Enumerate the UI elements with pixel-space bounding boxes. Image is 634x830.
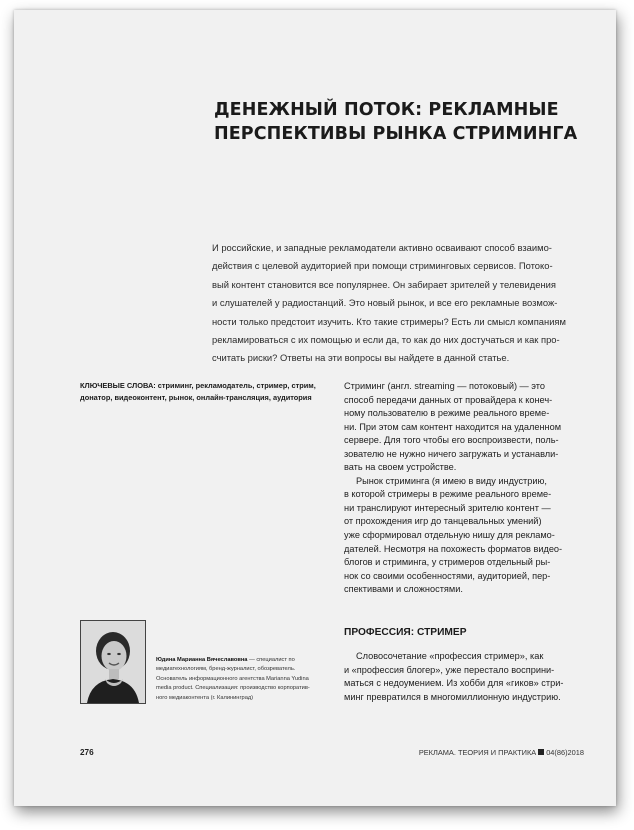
author-role: — специалист по xyxy=(247,657,295,663)
section-column xyxy=(344,650,600,704)
body-line: блогов и стриминга, у стримеров отдельный ры- xyxy=(344,557,551,568)
body-line: ному пользователю в режиме реального време- xyxy=(344,408,550,419)
body-line: ни. При этом сам контент находится на удаленном xyxy=(344,421,562,432)
journal-footer xyxy=(419,748,584,757)
author-bio-line: медиатехнологиям, бренд-журналист, обозреватель. xyxy=(156,666,296,673)
journal-name: РЕКЛАМА. ТЕОРИЯ И ПРАКТИКА xyxy=(418,748,537,757)
author-bio-line: ного медиаконтента (г. Калининград) xyxy=(156,694,254,701)
lead-line: действия с целевой аудиторией при помощи стриминговых сервисов. Потоко- xyxy=(212,260,553,272)
body-line: Рынок стриминга (я имею в виду индустрию, xyxy=(356,475,547,486)
section-line: минг превратился в многомиллионную индустрию. xyxy=(344,691,561,702)
body-line: спективами и сложностями. xyxy=(344,584,463,595)
article-lead xyxy=(212,239,586,368)
author-portrait-icon xyxy=(81,621,145,703)
lead-line: и слушателей у радиостанций. Это новый рынок, и все его рекламные возмож- xyxy=(212,297,558,309)
lead-line: ности только предстоит изучить. Кто такие стримеры? Есть ли смысл компаниям xyxy=(212,315,566,327)
journal-page xyxy=(14,10,616,806)
body-line: в которой стримеры в режиме реального време- xyxy=(344,489,552,500)
lead-line: И российские, и западные рекламодатели активно осваивают способ взаимо- xyxy=(212,242,552,253)
body-line: нок со своими особенностями, аудиторией, пер- xyxy=(344,570,551,581)
body-line: вать на своем устройстве. xyxy=(344,462,457,473)
author-bio-line xyxy=(156,656,336,665)
article-title xyxy=(214,98,594,146)
keywords xyxy=(80,380,334,403)
author-bio xyxy=(156,656,336,703)
author-bio-line: Основатель информационного агентства Marianna Yudina xyxy=(156,675,309,682)
article-title-line: ПЕРСПЕКТИВЫ РЫНКА СТРИМИНГА xyxy=(214,124,578,144)
square-icon xyxy=(538,749,544,755)
body-line: от прохождения игр до танцевальных умений) xyxy=(344,516,542,527)
author-name: Юдина Марианна Вячеславовна xyxy=(156,657,248,663)
section-line: маться с недоумением. Из хобби для «гиков» стри- xyxy=(344,678,564,689)
lead-line: считать риски? Ответы на эти вопросы вы найдете в данной статье. xyxy=(212,352,510,364)
section-heading: ПРОФЕССИЯ: СТРИМЕР xyxy=(344,627,467,638)
author-bio-line: media product. Специализация: производство корпоратив- xyxy=(156,685,310,692)
section-line: Словосочетание «профессия стример», как xyxy=(356,651,544,661)
article-title-line: ДЕНЕЖНЫЙ ПОТОК: РЕКЛАМНЫЕ xyxy=(214,100,559,120)
body-line: сервере. Для того чтобы его воспроизвести, поль- xyxy=(344,435,559,446)
body-line: дателей. Несмотря на похожесть форматов видео- xyxy=(344,543,563,554)
keywords-line: КЛЮЧЕВЫЕ СЛОВА: стриминг, рекламодатель, стример, стрим, xyxy=(80,381,316,390)
keywords-line: донатор, видеоконтент, рынок, онлайн-трансляция, аудитория xyxy=(80,392,312,402)
body-line: Стриминг (англ. streaming — потоковый) — это xyxy=(344,381,545,391)
section-line: и «профессия блогер», уже перестало восприни- xyxy=(344,664,555,675)
lead-line: рекламироваться с их помощью и если да, то как до них достучаться и как про- xyxy=(212,334,560,346)
author-photo xyxy=(80,620,146,704)
body-line: уже сформировал отдельную нишу для рекламо- xyxy=(344,530,555,541)
body-line: способ передачи данных от провайдера к конеч- xyxy=(344,394,553,405)
body-line: ни транслируют интересный зрителю контент — xyxy=(344,502,551,513)
body-column xyxy=(344,380,600,597)
page-number: 276 xyxy=(80,748,94,757)
lead-line: вый контент становится все популярнее. Он забирает зрителей у телевидения xyxy=(212,278,556,290)
journal-issue: 04(86)2018 xyxy=(546,748,584,757)
body-line: зователю не нужно ничего загружать и устанавли- xyxy=(344,448,559,459)
